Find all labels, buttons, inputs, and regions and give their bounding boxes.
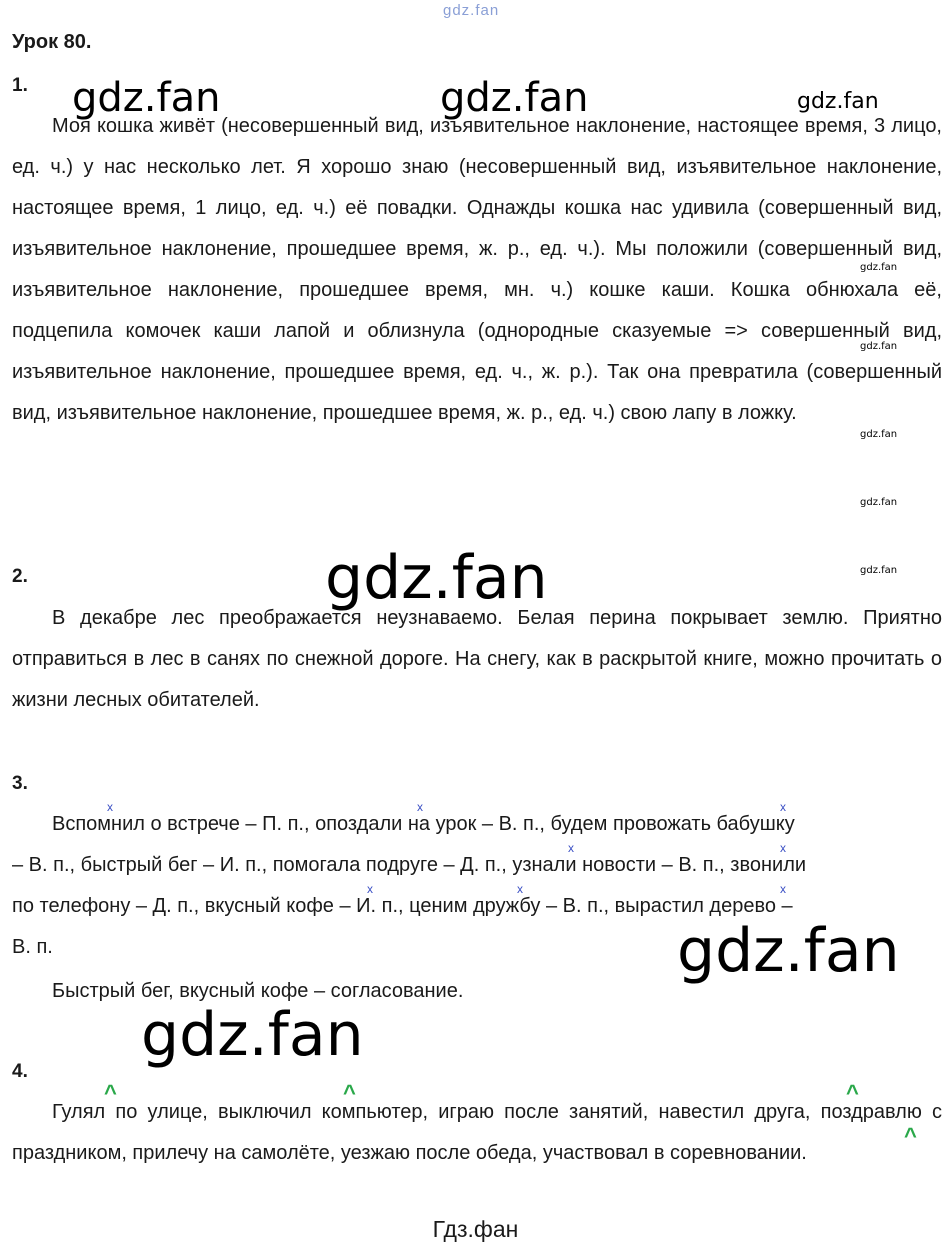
section-3-line-2: – В. п., быстрый бег – И. п., помогала подруге – Д. п., узнали новости – В. п., звонили [12,854,807,876]
header-watermark: gdz.fan [443,2,500,19]
cross-mark: x [780,882,786,896]
section-1-number: 1. [12,75,28,96]
section-4-number: 4. [12,1061,28,1082]
section-4-text: Гулял по улице, выключил компьютер, играю после занятий, навестил друга, поздравлю с праздником, прилечу на самолёте, уезжаю после обеда, участвовал в соревновании. [12,1101,942,1164]
watermark: gdz.fan [141,1000,364,1070]
cross-mark: x [417,800,423,814]
page-title: Урок 80. [12,31,92,53]
cross-mark: x [780,841,786,855]
section-1-text: Моя кошка живёт (несовершенный вид, изъявительное наклонение, настоящее время, 3 лицо, ед. ч.) у нас несколько лет. Я хорошо знаю (несовершенный вид, изъявительное наклонение, настоящее время, 1 лицо, ед. ч.) её повадки. Однажды кошка нас удивила (совершенный вид, изъявительное наклонение, прошедшее время, ж. р., ед. ч.). Мы положили (совершенный вид, изъявительное наклонение, прошедшее время, мн. ч.) кошке каши. Кошка обнюхала её, подцепила комочек каши лапой и облизнула (однородные сказуемые => совершенный вид, изъявительное наклонение, прошедшее время, ед. ч., ж. р.). Так она превратила (совершенный вид, изъявительное наклонение, прошедшее время, ж. р., ед. ч.) свою лапу в ложку. [12,115,942,424]
section-3-line-1: Вспомнил о встрече – П. п., опоздали на урок – В. п., будем провожать бабушку [52,813,795,835]
watermark: gdz.fan [797,89,879,114]
caret-mark: ^ [104,1080,117,1105]
watermark: gdz.fan [860,429,898,440]
section-3-number: 3. [12,773,28,794]
watermark: gdz.fan [860,341,898,352]
section-3-line-3: по телефону – Д. п., вкусный кофе – И. п., ценим дружбу – В. п., вырастил дерево – [12,895,793,917]
watermark: gdz.fan [860,262,898,273]
section-2-text: В декабре лес преображается неузнаваемо. Белая перина покрывает землю. Приятно отправиться в лес в санях по снежной дороге. На снегу, как в раскрытой книге, можно прочитать о жизни лесных обитателей. [12,607,942,711]
cross-mark: x [568,841,574,855]
watermark: gdz.fan [677,916,900,986]
caret-mark: ^ [904,1123,917,1148]
footer: Гдз.фан [432,1216,519,1242]
cross-mark: x [517,882,523,896]
watermark: gdz.fan [440,75,589,121]
section-2-number: 2. [12,566,28,587]
section-3-line-4: В. п. [12,936,53,958]
watermark: gdz.fan [860,497,898,508]
cross-mark: x [780,800,786,814]
cross-mark: x [107,800,113,814]
watermark: gdz.fan [325,543,548,613]
caret-mark: ^ [343,1080,356,1105]
cross-mark: x [367,882,373,896]
watermark: gdz.fan [72,75,221,121]
watermark: gdz.fan [860,565,898,576]
caret-mark: ^ [846,1080,859,1105]
section-3-note: Быстрый бег, вкусный кофе – согласование. [52,980,464,1002]
